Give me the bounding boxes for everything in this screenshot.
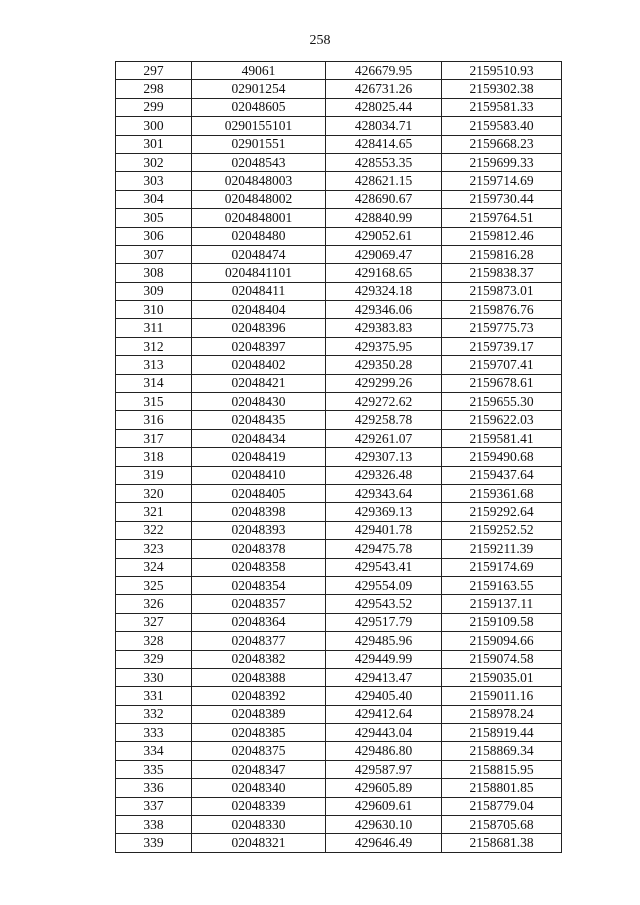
table-row <box>116 484 562 502</box>
table-row <box>116 448 562 466</box>
row-number-cell: 299 <box>116 98 192 116</box>
y-coordinate-cell: 2159302.38 <box>442 80 562 98</box>
x-coordinate-cell: 429630.10 <box>326 816 442 834</box>
row-number-cell: 337 <box>116 797 192 815</box>
row-number-cell: 328 <box>116 632 192 650</box>
row-number-cell: 335 <box>116 760 192 778</box>
table-row <box>116 466 562 484</box>
table-row <box>116 282 562 300</box>
table-row <box>116 190 562 208</box>
point-id-cell: 02048605 <box>192 98 326 116</box>
point-id-cell: 02048378 <box>192 540 326 558</box>
row-number-cell: 302 <box>116 153 192 171</box>
x-coordinate-cell: 429405.40 <box>326 687 442 705</box>
table-row <box>116 760 562 778</box>
row-number-cell: 319 <box>116 466 192 484</box>
x-coordinate-cell: 429299.26 <box>326 374 442 392</box>
point-id-cell: 49061 <box>192 62 326 80</box>
point-id-cell: 0290155101 <box>192 117 326 135</box>
table-row <box>116 503 562 521</box>
y-coordinate-cell: 2159437.64 <box>442 466 562 484</box>
row-number-cell: 330 <box>116 668 192 686</box>
y-coordinate-cell: 2159137.11 <box>442 595 562 613</box>
row-number-cell: 322 <box>116 521 192 539</box>
table-row <box>116 264 562 282</box>
y-coordinate-cell: 2158815.95 <box>442 760 562 778</box>
table-row <box>116 779 562 797</box>
point-id-cell: 0204848001 <box>192 209 326 227</box>
table-row <box>116 668 562 686</box>
row-number-cell: 326 <box>116 595 192 613</box>
table-row <box>116 117 562 135</box>
row-number-cell: 323 <box>116 540 192 558</box>
x-coordinate-cell: 429646.49 <box>326 834 442 852</box>
x-coordinate-cell: 429261.07 <box>326 429 442 447</box>
table-row <box>116 135 562 153</box>
x-coordinate-cell: 428621.15 <box>326 172 442 190</box>
x-coordinate-cell: 429343.64 <box>326 484 442 502</box>
point-id-cell: 02048419 <box>192 448 326 466</box>
table-row <box>116 595 562 613</box>
row-number-cell: 313 <box>116 356 192 374</box>
x-coordinate-cell: 429375.95 <box>326 337 442 355</box>
table-row <box>116 62 562 80</box>
y-coordinate-cell: 2159252.52 <box>442 521 562 539</box>
row-number-cell: 320 <box>116 484 192 502</box>
y-coordinate-cell: 2159816.28 <box>442 245 562 263</box>
row-number-cell: 315 <box>116 393 192 411</box>
row-number-cell: 310 <box>116 301 192 319</box>
y-coordinate-cell: 2159361.68 <box>442 484 562 502</box>
y-coordinate-cell: 2158869.34 <box>442 742 562 760</box>
row-number-cell: 336 <box>116 779 192 797</box>
y-coordinate-cell: 2158919.44 <box>442 724 562 742</box>
y-coordinate-cell: 2159838.37 <box>442 264 562 282</box>
coordinates-table <box>115 61 562 853</box>
x-coordinate-cell: 429412.64 <box>326 705 442 723</box>
y-coordinate-cell: 2159581.41 <box>442 429 562 447</box>
x-coordinate-cell: 429069.47 <box>326 245 442 263</box>
page-number: 258 <box>309 33 331 48</box>
table-row <box>116 411 562 429</box>
x-coordinate-cell: 429485.96 <box>326 632 442 650</box>
row-number-cell: 339 <box>116 834 192 852</box>
table-row <box>116 80 562 98</box>
table-row <box>116 209 562 227</box>
point-id-cell: 02048382 <box>192 650 326 668</box>
point-id-cell: 02048375 <box>192 742 326 760</box>
table-row <box>116 374 562 392</box>
row-number-cell: 317 <box>116 429 192 447</box>
point-id-cell: 02048404 <box>192 301 326 319</box>
row-number-cell: 309 <box>116 282 192 300</box>
row-number-cell: 325 <box>116 576 192 594</box>
point-id-cell: 02048364 <box>192 613 326 631</box>
x-coordinate-cell: 429554.09 <box>326 576 442 594</box>
point-id-cell: 02048397 <box>192 337 326 355</box>
table-row <box>116 724 562 742</box>
x-coordinate-cell: 429258.78 <box>326 411 442 429</box>
y-coordinate-cell: 2159581.33 <box>442 98 562 116</box>
y-coordinate-cell: 2159730.44 <box>442 190 562 208</box>
point-id-cell: 02048480 <box>192 227 326 245</box>
x-coordinate-cell: 429543.41 <box>326 558 442 576</box>
point-id-cell: 02048347 <box>192 760 326 778</box>
point-id-cell: 02048474 <box>192 245 326 263</box>
row-number-cell: 307 <box>116 245 192 263</box>
x-coordinate-cell: 428690.67 <box>326 190 442 208</box>
table-row <box>116 521 562 539</box>
point-id-cell: 02048330 <box>192 816 326 834</box>
row-number-cell: 318 <box>116 448 192 466</box>
y-coordinate-cell: 2158978.24 <box>442 705 562 723</box>
table-row <box>116 613 562 631</box>
point-id-cell: 02048398 <box>192 503 326 521</box>
table-row <box>116 393 562 411</box>
row-number-cell: 333 <box>116 724 192 742</box>
y-coordinate-cell: 2159074.58 <box>442 650 562 668</box>
row-number-cell: 338 <box>116 816 192 834</box>
x-coordinate-cell: 428414.65 <box>326 135 442 153</box>
x-coordinate-cell: 429401.78 <box>326 521 442 539</box>
y-coordinate-cell: 2159764.51 <box>442 209 562 227</box>
point-id-cell: 02048388 <box>192 668 326 686</box>
row-number-cell: 331 <box>116 687 192 705</box>
x-coordinate-cell: 429324.18 <box>326 282 442 300</box>
table-row <box>116 632 562 650</box>
x-coordinate-cell: 429449.99 <box>326 650 442 668</box>
y-coordinate-cell: 2159109.58 <box>442 613 562 631</box>
point-id-cell: 02048321 <box>192 834 326 852</box>
x-coordinate-cell: 429413.47 <box>326 668 442 686</box>
table-row <box>116 816 562 834</box>
table-body <box>116 62 562 853</box>
x-coordinate-cell: 429272.62 <box>326 393 442 411</box>
point-id-cell: 0204848003 <box>192 172 326 190</box>
row-number-cell: 334 <box>116 742 192 760</box>
row-number-cell: 329 <box>116 650 192 668</box>
y-coordinate-cell: 2159174.69 <box>442 558 562 576</box>
point-id-cell: 02048340 <box>192 779 326 797</box>
point-id-cell: 02048393 <box>192 521 326 539</box>
table-row <box>116 650 562 668</box>
table-row <box>116 337 562 355</box>
table-row <box>116 301 562 319</box>
y-coordinate-cell: 2159035.01 <box>442 668 562 686</box>
point-id-cell: 02048357 <box>192 595 326 613</box>
row-number-cell: 297 <box>116 62 192 80</box>
point-id-cell: 02048402 <box>192 356 326 374</box>
y-coordinate-cell: 2159510.93 <box>442 62 562 80</box>
row-number-cell: 306 <box>116 227 192 245</box>
x-coordinate-cell: 429486.80 <box>326 742 442 760</box>
row-number-cell: 305 <box>116 209 192 227</box>
point-id-cell: 02048358 <box>192 558 326 576</box>
row-number-cell: 324 <box>116 558 192 576</box>
row-number-cell: 304 <box>116 190 192 208</box>
x-coordinate-cell: 429307.13 <box>326 448 442 466</box>
point-id-cell: 02048411 <box>192 282 326 300</box>
x-coordinate-cell: 429543.52 <box>326 595 442 613</box>
x-coordinate-cell: 429475.78 <box>326 540 442 558</box>
row-number-cell: 321 <box>116 503 192 521</box>
y-coordinate-cell: 2159699.33 <box>442 153 562 171</box>
x-coordinate-cell: 426731.26 <box>326 80 442 98</box>
x-coordinate-cell: 428840.99 <box>326 209 442 227</box>
x-coordinate-cell: 429587.97 <box>326 760 442 778</box>
y-coordinate-cell: 2158681.38 <box>442 834 562 852</box>
x-coordinate-cell: 429443.04 <box>326 724 442 742</box>
point-id-cell: 02048435 <box>192 411 326 429</box>
point-id-cell: 0204848002 <box>192 190 326 208</box>
row-number-cell: 298 <box>116 80 192 98</box>
row-number-cell: 303 <box>116 172 192 190</box>
point-id-cell: 02048392 <box>192 687 326 705</box>
x-coordinate-cell: 428025.44 <box>326 98 442 116</box>
point-id-cell: 02048430 <box>192 393 326 411</box>
point-id-cell: 02048339 <box>192 797 326 815</box>
table-row <box>116 319 562 337</box>
table-row <box>116 834 562 852</box>
point-id-cell: 02901551 <box>192 135 326 153</box>
table-row <box>116 245 562 263</box>
point-id-cell: 0204841101 <box>192 264 326 282</box>
point-id-cell: 02048396 <box>192 319 326 337</box>
row-number-cell: 300 <box>116 117 192 135</box>
point-id-cell: 02048421 <box>192 374 326 392</box>
y-coordinate-cell: 2159655.30 <box>442 393 562 411</box>
y-coordinate-cell: 2159775.73 <box>442 319 562 337</box>
table-row <box>116 153 562 171</box>
y-coordinate-cell: 2159873.01 <box>442 282 562 300</box>
x-coordinate-cell: 429346.06 <box>326 301 442 319</box>
table-row <box>116 98 562 116</box>
x-coordinate-cell: 429517.79 <box>326 613 442 631</box>
y-coordinate-cell: 2159707.41 <box>442 356 562 374</box>
y-coordinate-cell: 2158801.85 <box>442 779 562 797</box>
point-id-cell: 02048434 <box>192 429 326 447</box>
table-row <box>116 797 562 815</box>
y-coordinate-cell: 2159094.66 <box>442 632 562 650</box>
point-id-cell: 02048389 <box>192 705 326 723</box>
y-coordinate-cell: 2159812.46 <box>442 227 562 245</box>
x-coordinate-cell: 429350.28 <box>326 356 442 374</box>
table-row <box>116 705 562 723</box>
row-number-cell: 314 <box>116 374 192 392</box>
row-number-cell: 301 <box>116 135 192 153</box>
point-id-cell: 02048543 <box>192 153 326 171</box>
y-coordinate-cell: 2159211.39 <box>442 540 562 558</box>
y-coordinate-cell: 2159622.03 <box>442 411 562 429</box>
point-id-cell: 02048377 <box>192 632 326 650</box>
table-row <box>116 429 562 447</box>
x-coordinate-cell: 429326.48 <box>326 466 442 484</box>
table-row <box>116 687 562 705</box>
point-id-cell: 02901254 <box>192 80 326 98</box>
y-coordinate-cell: 2159292.64 <box>442 503 562 521</box>
y-coordinate-cell: 2159714.69 <box>442 172 562 190</box>
row-number-cell: 316 <box>116 411 192 429</box>
y-coordinate-cell: 2158779.04 <box>442 797 562 815</box>
x-coordinate-cell: 429605.89 <box>326 779 442 797</box>
table-row <box>116 540 562 558</box>
x-coordinate-cell: 429168.65 <box>326 264 442 282</box>
y-coordinate-cell: 2159011.16 <box>442 687 562 705</box>
y-coordinate-cell: 2159583.40 <box>442 117 562 135</box>
table-row <box>116 742 562 760</box>
y-coordinate-cell: 2158705.68 <box>442 816 562 834</box>
row-number-cell: 312 <box>116 337 192 355</box>
point-id-cell: 02048385 <box>192 724 326 742</box>
y-coordinate-cell: 2159739.17 <box>442 337 562 355</box>
row-number-cell: 332 <box>116 705 192 723</box>
table-row <box>116 356 562 374</box>
row-number-cell: 308 <box>116 264 192 282</box>
x-coordinate-cell: 428034.71 <box>326 117 442 135</box>
y-coordinate-cell: 2159668.23 <box>442 135 562 153</box>
point-id-cell: 02048354 <box>192 576 326 594</box>
point-id-cell: 02048410 <box>192 466 326 484</box>
table-row <box>116 227 562 245</box>
row-number-cell: 327 <box>116 613 192 631</box>
row-number-cell: 311 <box>116 319 192 337</box>
point-id-cell: 02048405 <box>192 484 326 502</box>
x-coordinate-cell: 429052.61 <box>326 227 442 245</box>
table-row <box>116 576 562 594</box>
x-coordinate-cell: 429383.83 <box>326 319 442 337</box>
y-coordinate-cell: 2159163.55 <box>442 576 562 594</box>
x-coordinate-cell: 428553.35 <box>326 153 442 171</box>
table-row <box>116 172 562 190</box>
y-coordinate-cell: 2159678.61 <box>442 374 562 392</box>
y-coordinate-cell: 2159876.76 <box>442 301 562 319</box>
table-row <box>116 558 562 576</box>
x-coordinate-cell: 429609.61 <box>326 797 442 815</box>
x-coordinate-cell: 429369.13 <box>326 503 442 521</box>
x-coordinate-cell: 426679.95 <box>326 62 442 80</box>
y-coordinate-cell: 2159490.68 <box>442 448 562 466</box>
